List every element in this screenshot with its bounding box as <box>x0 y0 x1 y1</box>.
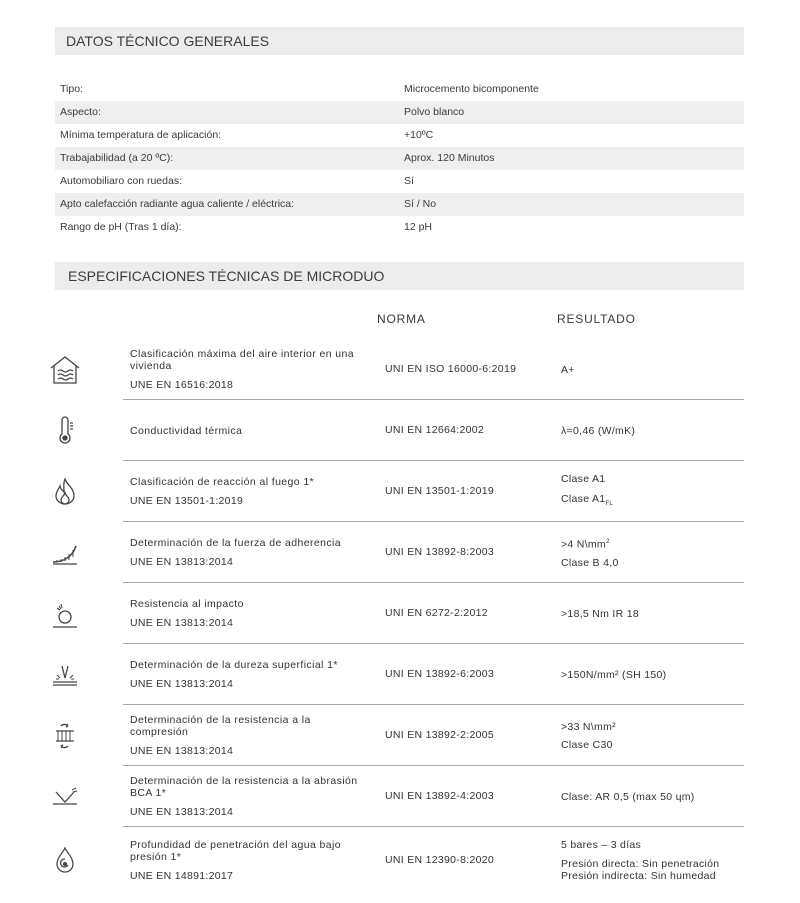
spec-norma: UNI EN 6272-2:2012 <box>385 607 488 619</box>
spec-result <box>561 766 695 827</box>
result-line: Clase B 4,0 <box>561 556 619 569</box>
result-superscript: 2 <box>605 539 610 546</box>
table-row <box>55 101 744 124</box>
row-value: Sí <box>404 175 414 187</box>
fire-icon <box>48 475 82 509</box>
result-line: >4 $N\backslash mm^2$ <box>561 538 610 551</box>
spec-title: Profundidad de penetración del agua bajo presión 1* <box>130 838 341 863</box>
table-row <box>55 124 744 147</box>
spec-standard: UNE EN 13813:2014 <box>130 745 234 757</box>
spec-title: Determinación de la fuerza de adherencia <box>130 537 341 549</box>
spec-row-water <box>0 827 800 893</box>
row-label: Mínima temperatura de aplicación: <box>60 129 222 141</box>
spec-norma: UNI EN 13892-6:2003 <box>385 668 495 680</box>
column-header-result: RESULTADO <box>557 312 636 326</box>
row-label: Aspecto: <box>60 106 101 118</box>
row-label: Trabajabilidad (a 20 ºC): <box>60 152 174 164</box>
row-label: Automobiliaro con ruedas: <box>60 175 182 187</box>
spec-title: Conductividad térmica <box>130 424 243 437</box>
spec-row-thermal <box>0 400 800 461</box>
result-line: >33 N\mm² <box>561 720 616 733</box>
result-line: >18,5 Nm IR 18 <box>561 607 640 620</box>
spec-norma: UNI EN 12664:2002 <box>385 424 485 436</box>
adhesion-icon <box>48 536 82 570</box>
spec-norma: UNI EN 12390-8:2020 <box>385 854 495 866</box>
spec-row-abrasion <box>0 766 800 827</box>
spec-row-adhesion <box>0 522 800 583</box>
table-row <box>55 216 744 239</box>
result-line: Clase: AR 0,5 (max 50 ɥm) <box>561 790 695 803</box>
spec-standard: UNE EN 14891:2017 <box>130 869 234 882</box>
general-data-table <box>55 78 744 239</box>
spec-title: Clasificación de reacción al fuego 1* <box>130 476 315 488</box>
spec-result <box>561 827 719 893</box>
result-line: Presión indirecta: Sin humedad <box>561 870 716 882</box>
spec-row-impact <box>0 583 800 644</box>
spec-norma: UNI EN 13892-4:2003 <box>385 790 495 802</box>
result-line: >150N/mm² (SH 150) <box>561 668 667 681</box>
spec-norma: UNI EN 13501-1:2019 <box>385 485 495 497</box>
spec-title: Determinación de la resistencia a la compresión <box>130 714 311 738</box>
spec-standard: UNE EN 13813:2014 <box>130 678 234 690</box>
row-label: Tipo: <box>60 83 83 95</box>
general-data-header: DATOS TÉCNICO GENERALES <box>55 27 744 55</box>
spec-standard: UNE EN 13813:2014 <box>130 617 234 629</box>
row-value: Microcemento bicomponente <box>404 83 539 95</box>
spec-norma: UNI EN ISO 16000-6:2019 <box>385 363 517 375</box>
table-row <box>55 147 744 170</box>
result-subscript: FL <box>605 501 614 508</box>
row-label: Rango de pH (Tras 1 día): <box>60 221 182 233</box>
spec-result <box>561 400 635 461</box>
spec-result <box>561 705 616 766</box>
table-row <box>55 78 744 101</box>
spec-result <box>561 461 613 522</box>
table-row <box>55 193 744 216</box>
row-value: Sí / No <box>404 198 437 210</box>
spec-title: Resistencia al impacto <box>130 598 244 610</box>
row-value: Polvo blanco <box>404 106 465 118</box>
house-air-icon <box>48 353 82 387</box>
result-line: A+ <box>561 363 575 376</box>
column-header-norma: NORMA <box>377 312 426 326</box>
result-line: Presión directa: Sin penetración <box>561 858 720 870</box>
spec-result <box>561 339 575 400</box>
spec-row-air-quality <box>0 339 800 400</box>
abrasion-icon <box>48 780 82 814</box>
spec-title: Determinación de la resistencia a la abrasión BCA 1* <box>130 775 358 799</box>
spec-row-compression <box>0 705 800 766</box>
row-value: Aprox. 120 Minutos <box>404 152 495 164</box>
hardness-icon <box>48 658 82 692</box>
result-line: Clase C30 <box>561 738 613 751</box>
spec-result <box>561 522 619 583</box>
spec-title: Clasificación máxima del aire interior en una vivienda <box>130 348 355 372</box>
spec-row-fire <box>0 461 800 522</box>
spec-standard: UNE EN 13813:2014 <box>130 806 234 818</box>
impact-icon <box>48 597 82 631</box>
spec-norma: UNI EN 13892-8:2003 <box>385 546 495 558</box>
spec-standard: UNE EN 13501-1:2019 <box>130 495 244 507</box>
result-line: Clase A1 <box>561 472 606 485</box>
compression-icon <box>48 719 82 753</box>
result-line: λ=0,46 (W/mK) <box>561 424 636 437</box>
result-line: Clase $A1_{FL}$ <box>561 492 614 508</box>
row-label: Apto calefacción radiante agua caliente / eléctrica: <box>60 198 295 210</box>
spec-result <box>561 644 666 705</box>
spec-title: Determinación de la dureza superficial 1* <box>130 659 338 671</box>
row-value: +10ºC <box>404 129 434 141</box>
spec-norma: UNI EN 13892-2:2005 <box>385 729 495 741</box>
spec-result <box>561 583 639 644</box>
spec-standard: UNE EN 16516:2018 <box>130 379 234 391</box>
spec-standard: UNE EN 13813:2014 <box>130 556 234 568</box>
row-value: 12 pH <box>404 221 433 233</box>
result-line: 5 bares – 3 días <box>561 839 642 851</box>
thermometer-icon <box>48 414 82 448</box>
spec-row-hardness <box>0 644 800 705</box>
water-drop-icon <box>48 843 82 877</box>
specs-header: ESPECIFICACIONES TÉCNICAS DE MICRODUO <box>55 262 744 290</box>
table-row <box>55 170 744 193</box>
